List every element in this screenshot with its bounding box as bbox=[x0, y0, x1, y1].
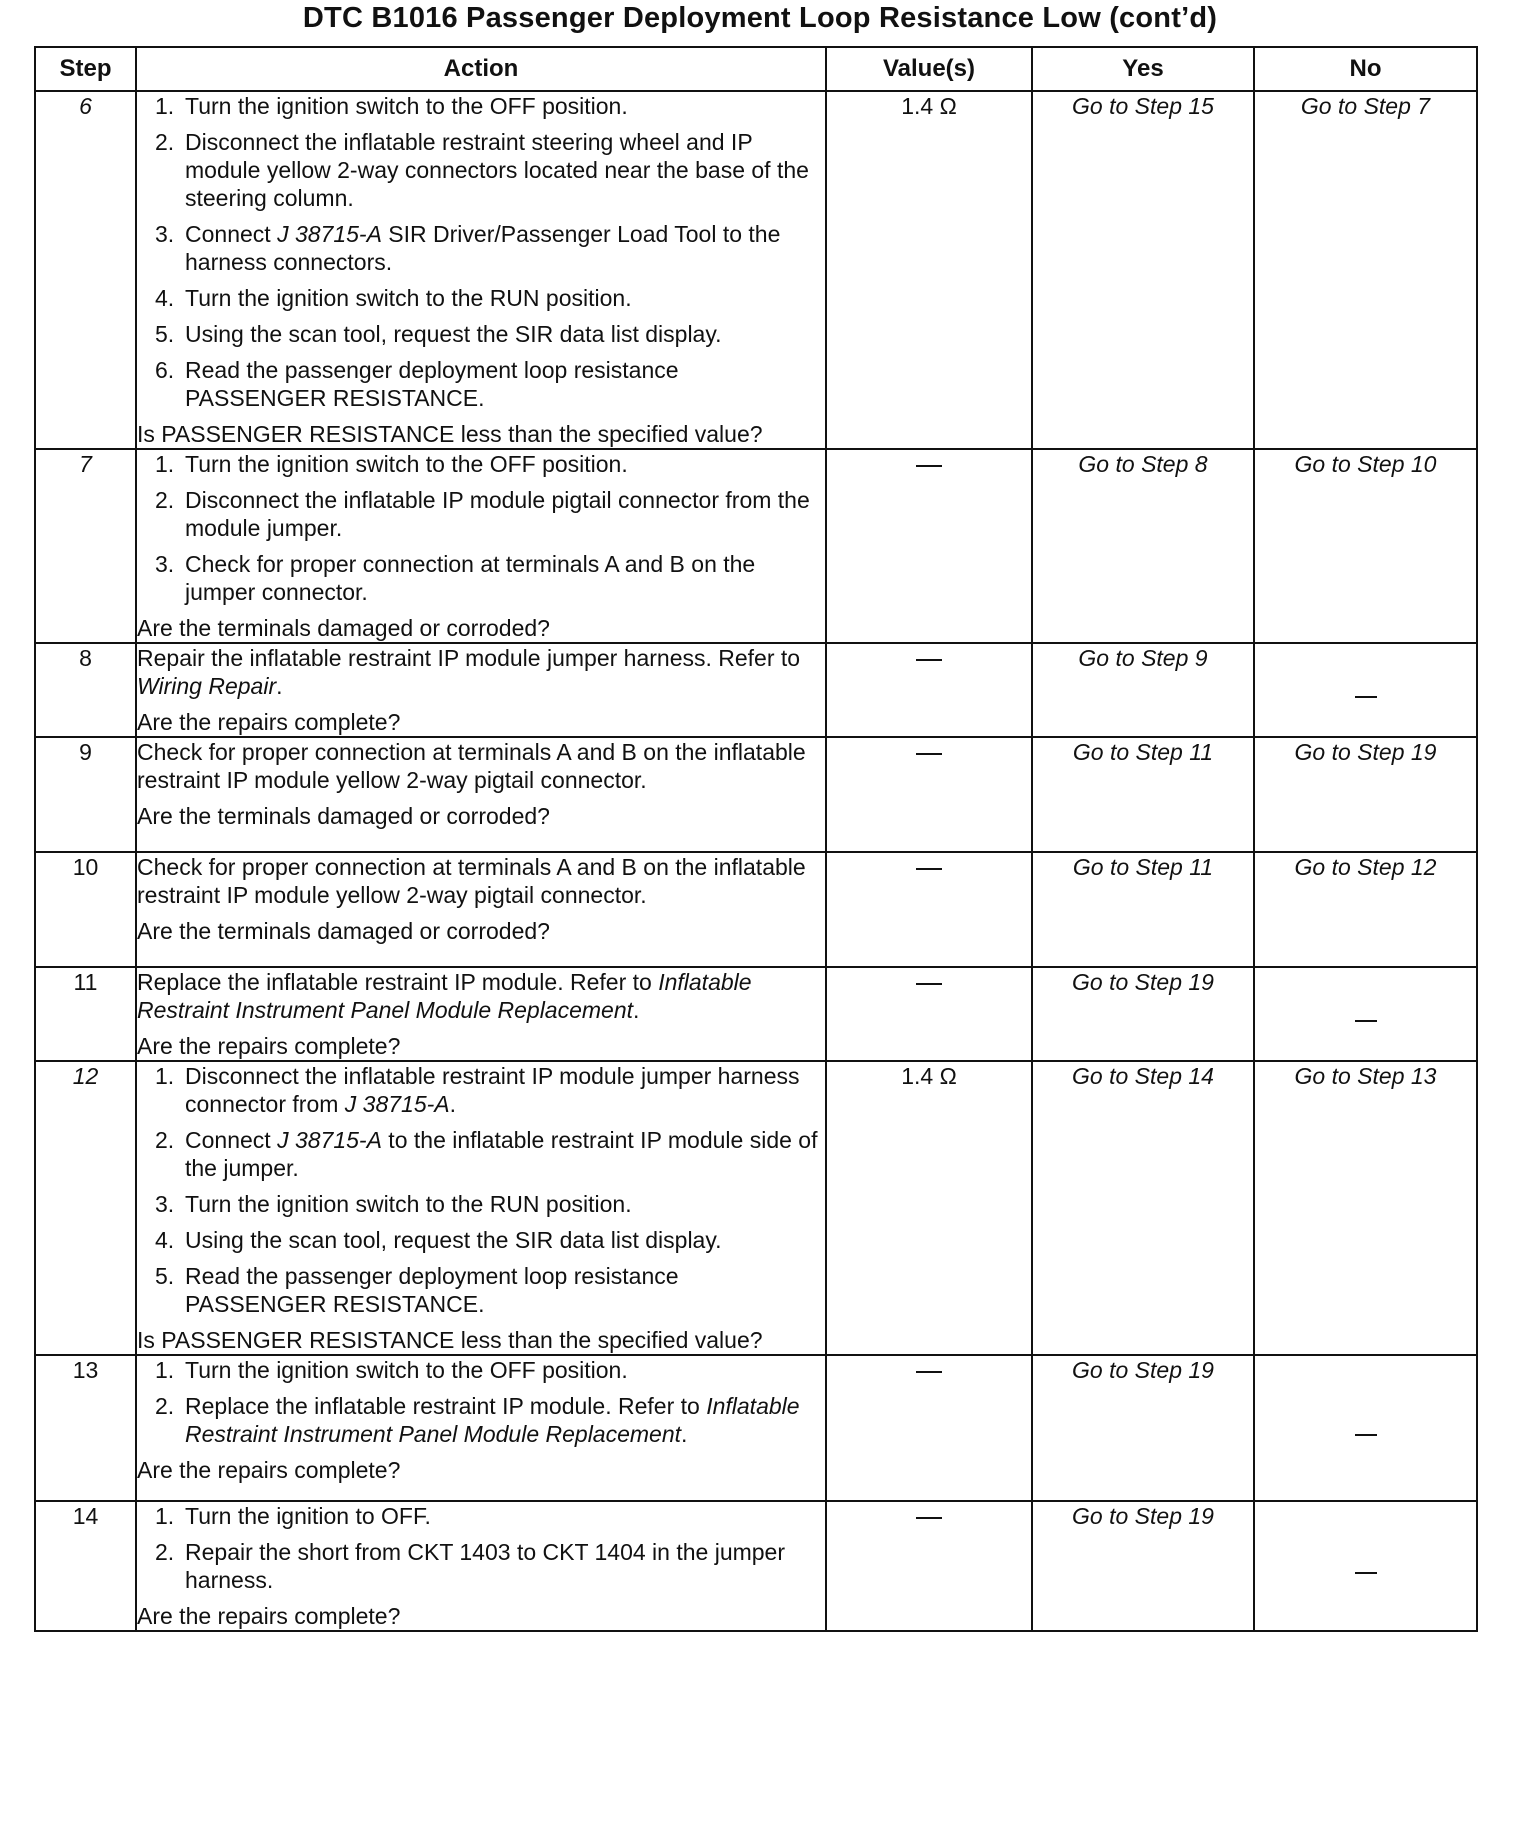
action-text: . bbox=[681, 1421, 688, 1447]
action-text: Repair the short from CKT 1403 to CKT 1404 in the jumper harness. bbox=[185, 1539, 786, 1593]
no-goto: Go to Step 7 bbox=[1300, 93, 1431, 119]
no-cell bbox=[1254, 91, 1477, 449]
yes-goto: Go to Step 8 bbox=[1078, 451, 1208, 477]
step-cell bbox=[35, 643, 136, 737]
action-list bbox=[137, 1062, 825, 1318]
reference-italic: Inflatable Restraint Instrument Panel Module Replacement bbox=[185, 1393, 800, 1447]
reference-italic: Wiring Repair bbox=[137, 673, 277, 699]
yes-goto: Go to Step 11 bbox=[1072, 854, 1214, 880]
dash-mark bbox=[916, 868, 942, 870]
reference-italic: J 38715-A bbox=[277, 221, 382, 247]
action-text: Replace the inflatable restraint IP module. Refer to bbox=[137, 969, 659, 995]
step-number: 12 bbox=[72, 1063, 99, 1089]
action-text: Connect bbox=[185, 221, 278, 247]
action-text: . bbox=[449, 1091, 457, 1117]
no-goto: Go to Step 13 bbox=[1294, 1063, 1437, 1089]
table-row bbox=[35, 1355, 1477, 1501]
reference-italic: Inflatable Restraint Instrument Panel Module Replacement bbox=[137, 969, 752, 1023]
yes-goto: Go to Step 19 bbox=[1072, 969, 1214, 995]
no-cell bbox=[1254, 852, 1477, 967]
action-text: Using the scan tool, request the SIR data list display. bbox=[185, 1227, 722, 1253]
action-text: to the inflatable restraint IP module side of the jumper. bbox=[185, 1127, 818, 1181]
action-text: Read the passenger deployment loop resistance PASSENGER RESISTANCE. bbox=[185, 1263, 679, 1317]
step-cell bbox=[35, 852, 136, 967]
step-cell bbox=[35, 967, 136, 1061]
action-text: Turn the ignition to OFF. bbox=[185, 1503, 431, 1529]
reference-italic: J 38715-A bbox=[344, 1091, 450, 1117]
no-goto: Go to Step 19 bbox=[1294, 739, 1437, 765]
action-list-item: 2. Replace the inflatable restraint IP module. Refer to Inflatable Restraint Instrument Panel Module Replacement. bbox=[155, 1393, 800, 1447]
action-question: Are the repairs complete? bbox=[137, 1457, 401, 1483]
action-question: Are the terminals damaged or corroded? bbox=[137, 918, 550, 944]
action-list-item: 3. Connect J 38715-A SIR Driver/Passenger Load Tool to the harness connectors. bbox=[155, 221, 781, 275]
value-cell bbox=[826, 1061, 1032, 1355]
step-number: 7 bbox=[79, 451, 92, 477]
dash-mark bbox=[1355, 1020, 1377, 1022]
dash-mark bbox=[1355, 1572, 1377, 1574]
action-cell bbox=[136, 852, 826, 967]
action-text: . bbox=[276, 673, 283, 699]
table-row bbox=[35, 1061, 1477, 1355]
no-cell bbox=[1254, 643, 1477, 737]
yes-cell bbox=[1032, 967, 1254, 1061]
yes-cell bbox=[1032, 737, 1254, 852]
yes-cell bbox=[1032, 852, 1254, 967]
action-text: Turn the ignition switch to the RUN position. bbox=[185, 1191, 632, 1217]
header-no: No bbox=[1254, 47, 1477, 91]
value-cell bbox=[826, 967, 1032, 1061]
action-list-item: 1. Turn the ignition switch to the OFF position. bbox=[155, 93, 628, 119]
action-question: Are the terminals damaged or corroded? bbox=[137, 803, 550, 829]
value-cell bbox=[826, 449, 1032, 643]
dash-mark bbox=[916, 1517, 942, 1519]
action-text: Repair the inflatable restraint IP module jumper harness. Refer to bbox=[137, 645, 801, 671]
yes-cell bbox=[1032, 1501, 1254, 1631]
reference-italic: J 38715-A bbox=[277, 1127, 382, 1153]
no-cell bbox=[1254, 449, 1477, 643]
table-row bbox=[35, 967, 1477, 1061]
action-list-item: 1. Turn the ignition switch to the OFF position. bbox=[155, 1357, 628, 1383]
action-list bbox=[137, 92, 825, 412]
step-number: 11 bbox=[73, 969, 98, 995]
action-question: Are the repairs complete? bbox=[137, 1033, 401, 1059]
step-cell bbox=[35, 1501, 136, 1631]
action-question: Is PASSENGER RESISTANCE less than the specified value? bbox=[137, 421, 763, 447]
step-cell bbox=[35, 1355, 136, 1501]
action-text: Turn the ignition switch to the OFF position. bbox=[185, 1357, 628, 1383]
action-text-block bbox=[137, 968, 825, 1024]
no-cell bbox=[1254, 737, 1477, 852]
header-action: Action bbox=[136, 47, 826, 91]
dash-mark bbox=[916, 659, 942, 661]
value-text: 1.4 Ω bbox=[901, 93, 957, 119]
value-cell bbox=[826, 737, 1032, 852]
action-list-item: 2. Repair the short from CKT 1403 to CKT 1404 in the jumper harness. bbox=[155, 1539, 786, 1593]
action-text: Read the passenger deployment loop resistance PASSENGER RESISTANCE. bbox=[185, 357, 679, 411]
value-cell bbox=[826, 1355, 1032, 1501]
action-list-item: 1. Turn the ignition switch to the OFF position. bbox=[155, 451, 628, 477]
action-text: Turn the ignition switch to the RUN position. bbox=[185, 285, 632, 311]
yes-goto: Go to Step 11 bbox=[1072, 739, 1214, 765]
yes-cell bbox=[1032, 1061, 1254, 1355]
no-cell bbox=[1254, 1355, 1477, 1501]
table-row bbox=[35, 852, 1477, 967]
action-question: Are the repairs complete? bbox=[137, 709, 401, 735]
step-number: 13 bbox=[72, 1357, 99, 1383]
action-text: SIR Driver/Passenger Load Tool to the harness connectors. bbox=[185, 221, 781, 275]
action-text: Replace the inflatable restraint IP module. Refer to bbox=[185, 1393, 707, 1419]
yes-cell bbox=[1032, 449, 1254, 643]
action-cell bbox=[136, 1355, 826, 1501]
dash-mark bbox=[916, 753, 942, 755]
step-number: 10 bbox=[72, 854, 99, 880]
no-goto: Go to Step 12 bbox=[1294, 854, 1437, 880]
table-row bbox=[35, 643, 1477, 737]
table-row bbox=[35, 737, 1477, 852]
action-question: Are the repairs complete? bbox=[137, 1603, 401, 1629]
action-text: Check for proper connection at terminals A and B on the jumper connector. bbox=[185, 551, 756, 605]
step-number: 9 bbox=[79, 739, 92, 765]
header-values: Value(s) bbox=[826, 47, 1032, 91]
dash-mark bbox=[1355, 696, 1377, 698]
yes-cell bbox=[1032, 1355, 1254, 1501]
action-cell bbox=[136, 449, 826, 643]
action-cell bbox=[136, 967, 826, 1061]
no-goto: Go to Step 10 bbox=[1294, 451, 1437, 477]
yes-goto: Go to Step 19 bbox=[1072, 1357, 1214, 1383]
action-text: Connect bbox=[185, 1127, 278, 1153]
dash-mark bbox=[916, 1371, 942, 1373]
step-cell bbox=[35, 1061, 136, 1355]
value-cell bbox=[826, 1501, 1032, 1631]
header-yes: Yes bbox=[1032, 47, 1254, 91]
value-cell bbox=[826, 852, 1032, 967]
action-question: Are the terminals damaged or corroded? bbox=[137, 615, 550, 641]
action-list bbox=[137, 1356, 825, 1448]
header-step: Step bbox=[35, 47, 136, 91]
no-cell bbox=[1254, 1061, 1477, 1355]
action-text: Turn the ignition switch to the OFF position. bbox=[185, 93, 628, 119]
yes-goto: Go to Step 14 bbox=[1072, 1063, 1214, 1089]
action-list bbox=[137, 450, 825, 606]
table-header-row bbox=[35, 47, 1477, 91]
action-list-item: 2. Disconnect the inflatable restraint steering wheel and IP module yellow 2-way connectors located near the base of the steering column. bbox=[155, 129, 809, 211]
action-text: Disconnect the inflatable restraint IP module jumper harness connector from bbox=[185, 1063, 800, 1117]
value-cell bbox=[826, 643, 1032, 737]
page-title: DTC B1016 Passenger Deployment Loop Resistance Low (cont’d) bbox=[302, 2, 1218, 34]
step-number: 8 bbox=[79, 645, 92, 671]
action-list-item: 5. Using the scan tool, request the SIR data list display. bbox=[155, 321, 722, 347]
dash-mark bbox=[1355, 1434, 1377, 1436]
step-number: 6 bbox=[79, 93, 92, 119]
action-list-item: 6. Read the passenger deployment loop resistance PASSENGER RESISTANCE. bbox=[155, 357, 679, 411]
step-cell bbox=[35, 449, 136, 643]
no-cell bbox=[1254, 1501, 1477, 1631]
table-row bbox=[35, 449, 1477, 643]
action-list-item: 2. Disconnect the inflatable IP module pigtail connector from the module jumper. bbox=[155, 487, 810, 541]
action-text: Disconnect the inflatable restraint steering wheel and IP module yellow 2-way connectors located near the base of the steering column. bbox=[185, 129, 809, 211]
action-text: Turn the ignition switch to the OFF position. bbox=[185, 451, 628, 477]
action-list-item: 1. Disconnect the inflatable restraint IP module jumper harness connector from J 38715-A. bbox=[155, 1063, 800, 1117]
action-text: Check for proper connection at terminals A and B on the inflatable restraint IP module yellow 2-way pigtail connector. bbox=[137, 854, 806, 908]
table-row bbox=[35, 91, 1477, 449]
yes-goto: Go to Step 9 bbox=[1078, 645, 1208, 671]
action-cell bbox=[136, 1061, 826, 1355]
action-text: Disconnect the inflatable IP module pigtail connector from the module jumper. bbox=[185, 487, 810, 541]
step-cell bbox=[35, 91, 136, 449]
table-row bbox=[35, 1501, 1477, 1631]
action-cell bbox=[136, 643, 826, 737]
action-cell bbox=[136, 1501, 826, 1631]
yes-goto: Go to Step 15 bbox=[1072, 93, 1214, 119]
yes-cell bbox=[1032, 91, 1254, 449]
action-list-item: 5. Read the passenger deployment loop resistance PASSENGER RESISTANCE. bbox=[155, 1263, 679, 1317]
yes-cell bbox=[1032, 643, 1254, 737]
dash-mark bbox=[916, 465, 942, 467]
action-list-item: 2. Connect J 38715-A to the inflatable restraint IP module side of the jumper. bbox=[155, 1127, 818, 1181]
dash-mark bbox=[916, 983, 942, 985]
action-cell bbox=[136, 91, 826, 449]
value-cell bbox=[826, 91, 1032, 449]
action-list-item: 4. Turn the ignition switch to the RUN position. bbox=[155, 285, 632, 311]
action-list-item: 3. Check for proper connection at terminals A and B on the jumper connector. bbox=[155, 551, 756, 605]
action-text-block bbox=[137, 853, 825, 909]
action-cell bbox=[136, 737, 826, 852]
no-cell bbox=[1254, 967, 1477, 1061]
action-list-item: 4. Using the scan tool, request the SIR data list display. bbox=[155, 1227, 722, 1253]
action-list-item: 3. Turn the ignition switch to the RUN position. bbox=[155, 1191, 632, 1217]
step-cell bbox=[35, 737, 136, 852]
yes-goto: Go to Step 19 bbox=[1072, 1503, 1214, 1529]
action-text: . bbox=[633, 997, 640, 1023]
action-text-block bbox=[137, 738, 825, 794]
value-text: 1.4 Ω bbox=[901, 1063, 957, 1089]
action-text: Check for proper connection at terminals A and B on the inflatable restraint IP module yellow 2-way pigtail connector. bbox=[137, 739, 806, 793]
action-text: Using the scan tool, request the SIR data list display. bbox=[185, 321, 722, 347]
action-question: Is PASSENGER RESISTANCE less than the specified value? bbox=[137, 1327, 763, 1353]
step-number: 14 bbox=[72, 1503, 99, 1529]
action-list-item: 1. Turn the ignition to OFF. bbox=[155, 1503, 431, 1529]
diagnostic-table bbox=[34, 46, 1478, 1632]
action-text-block bbox=[137, 644, 825, 700]
action-list bbox=[137, 1502, 825, 1594]
